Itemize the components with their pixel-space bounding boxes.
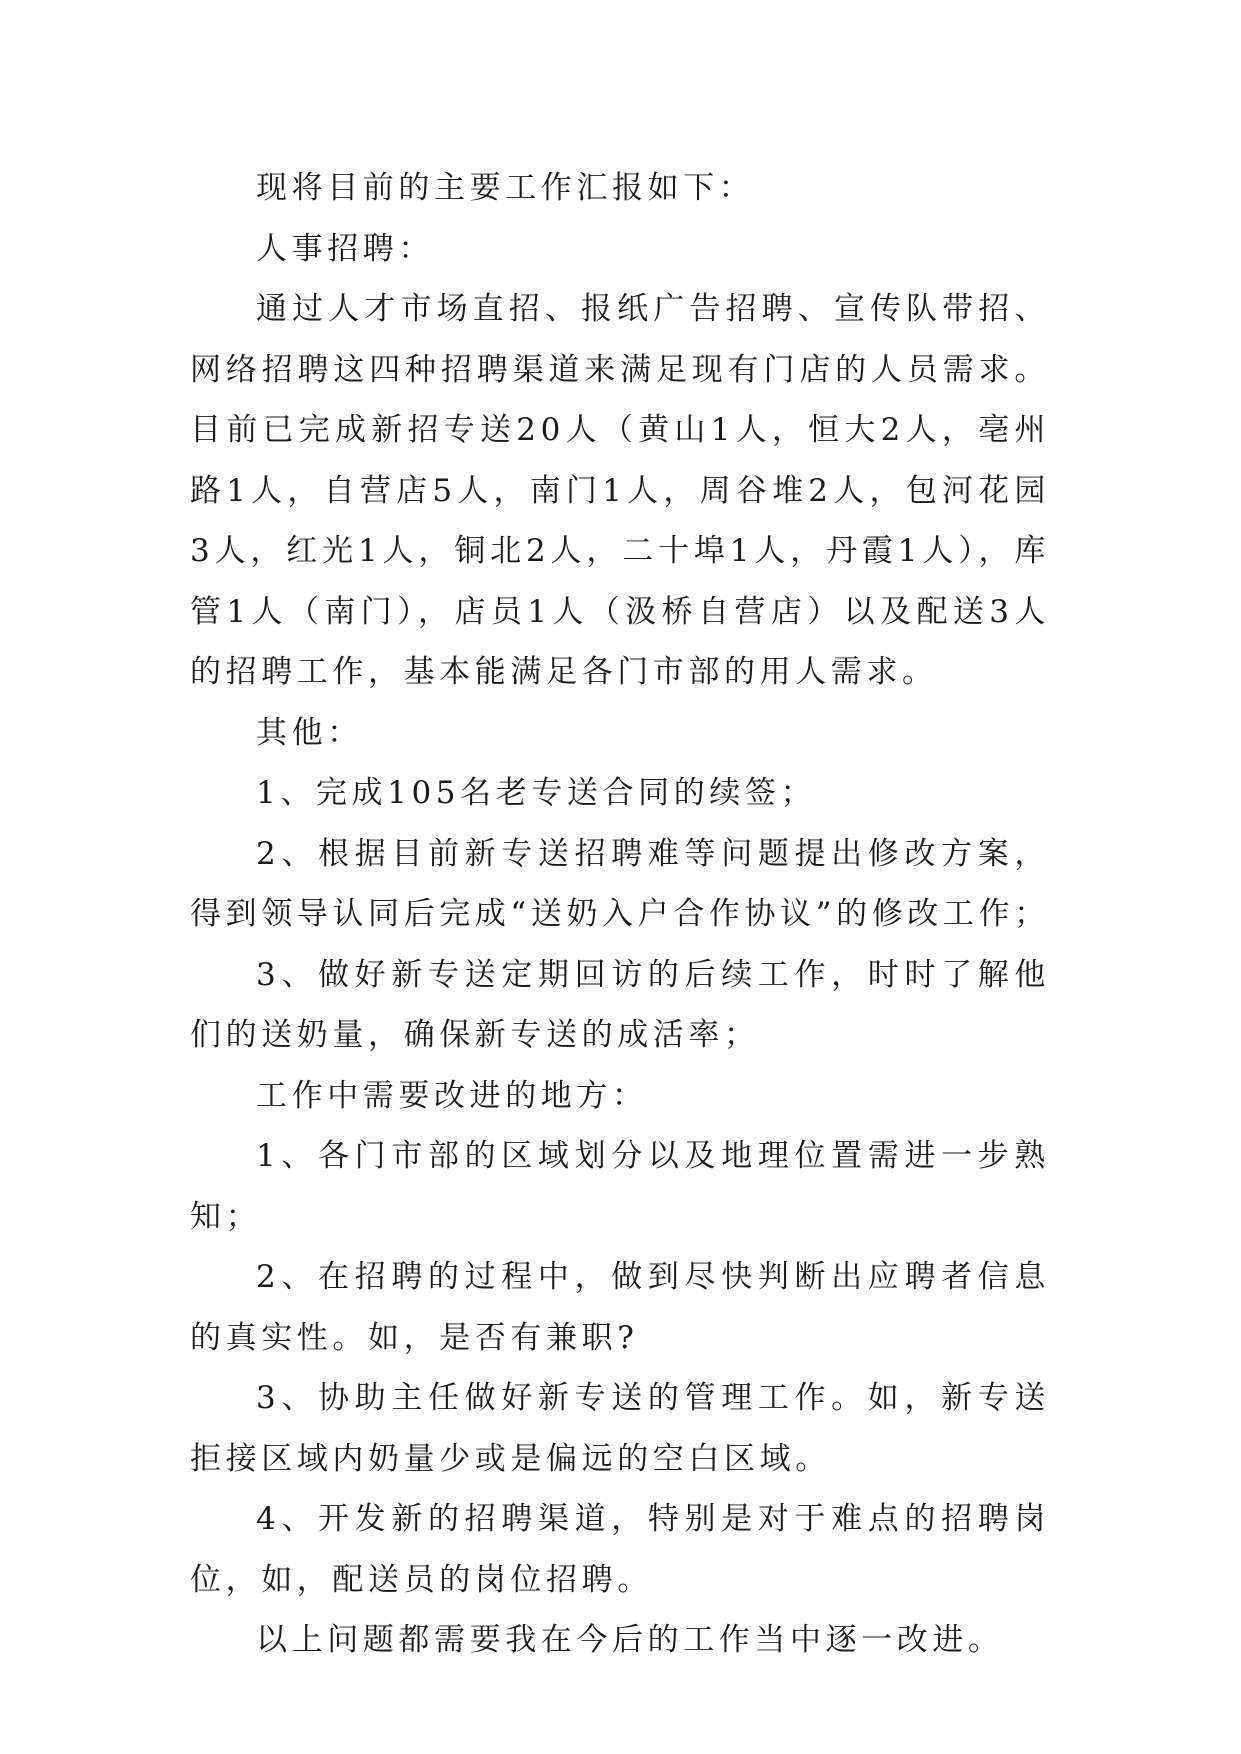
improvement-item-1: 1、各门市部的区域划分以及地理位置需进一步熟知； [190,1138,1050,1235]
other-item-2: 2、根据目前新专送招聘难等问题提出修改方案，得到领导认同后完成“送奶入户合作协议”的修改工作； [190,835,1050,932]
recruitment-paragraph: 通过人才市场直招、报纸广告招聘、宣传队带招、网络招聘这四种招聘渠道来满足现有门店的人员需求。目前已完成新招专送20人（黄山1人，恒大2人，亳州路1人，自营店5人，南门1人，周谷堆2人，包河花园3人，红光1人，铜北2人，二十埠1人，丹霞1人），库管1人（南门），店员1人（汲桥自营店）以及配送3人的招聘工作，基本能满足各门市部的用人需求。 [190,291,1050,690]
improvement-item-3: 3、协助主任做好新专送的管理工作。如，新专送拒接区域内奶量少或是偏远的空白区域。 [190,1380,1050,1477]
intro-paragraph: 现将目前的主要工作汇报如下： [256,170,755,206]
section-heading-improvements: 工作中需要改进的地方： [256,1077,648,1114]
improvement-item-4: 4、开发新的招聘渠道，特别是对于难点的招聘岗位，如，配送员的岗位招聘。 [190,1501,1050,1598]
other-item-3: 3、做好新专送定期回访的后续工作，时时了解他们的送奶量，确保新专送的成活率； [190,956,1050,1053]
closing-paragraph: 以上问题都需要我在今后的工作当中逐一改进。 [256,1622,1004,1658]
section-heading-recruitment: 人事招聘： [256,230,434,267]
section-heading-other: 其他： [256,714,363,751]
document-page [190,158,1050,1671]
improvement-item-2: 2、在招聘的过程中，做到尽快判断出应聘者信息的真实性。如，是否有兼职? [190,1259,1050,1356]
other-item-1: 1、完成105名老专送合同的续签； [256,775,817,811]
